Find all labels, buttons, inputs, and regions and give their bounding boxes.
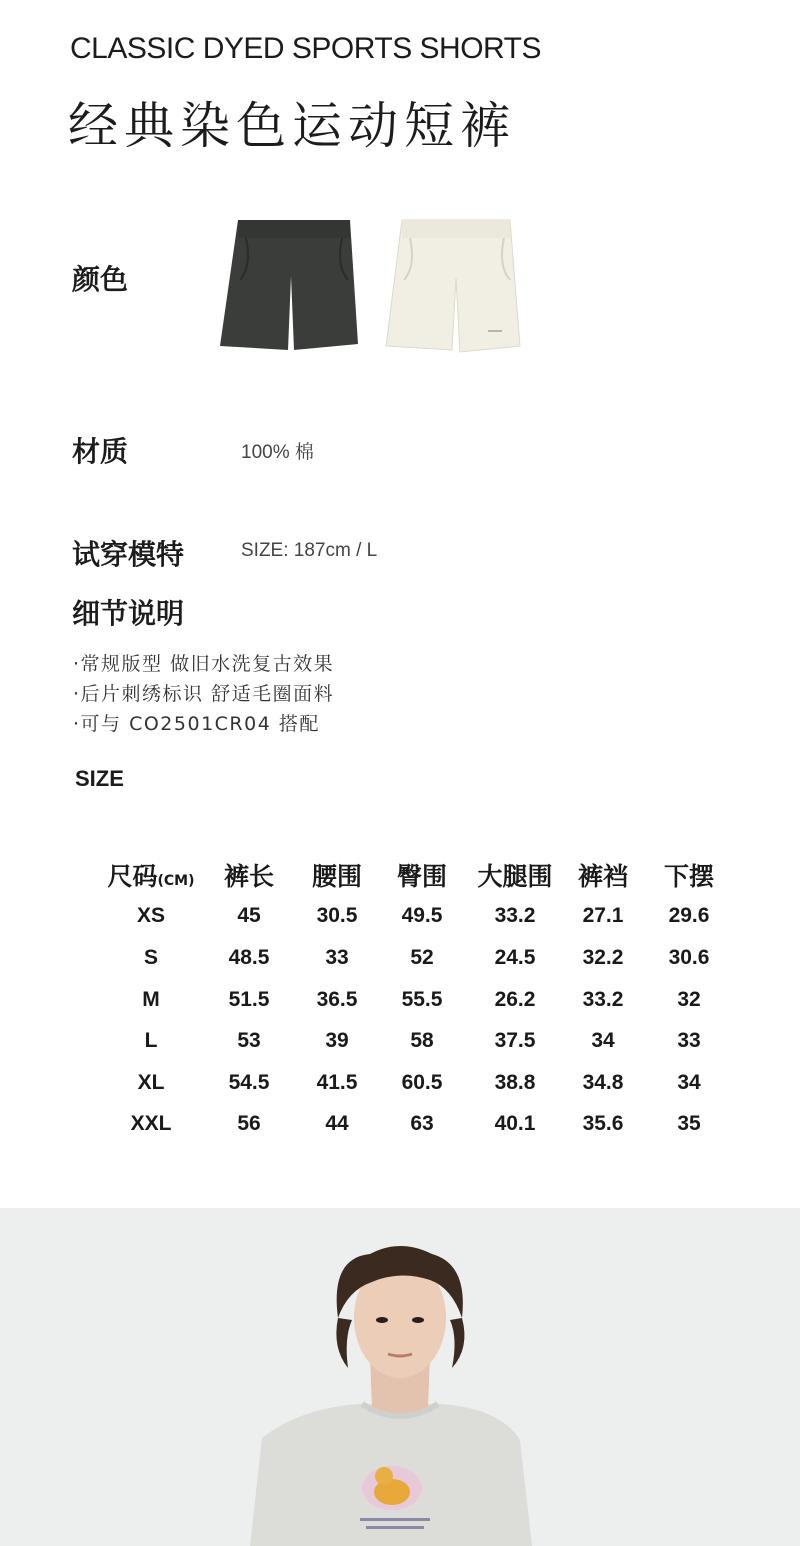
value-cell: 24.5 — [494, 945, 536, 969]
size-header — [96, 854, 206, 896]
value-cell: 37.5 — [494, 1029, 536, 1053]
value-cell: 49.5 — [401, 904, 443, 928]
value-cell: 38.8 — [494, 1070, 536, 1094]
size-cell: S — [143, 945, 158, 969]
details-label: 细节说明 — [72, 597, 185, 630]
value-cell: 35 — [677, 1112, 701, 1136]
model-value: SIZE: 187cm / L — [241, 540, 378, 561]
value-cell: 35.6 — [582, 1112, 624, 1136]
model-photo-illustration — [0, 1208, 800, 1546]
value-cell: 60.5 — [401, 1070, 443, 1094]
value-cell: 26.2 — [494, 987, 536, 1011]
value-cell: 36.5 — [316, 987, 358, 1011]
shorts-dark-swatch[interactable] — [216, 216, 366, 356]
column-header: 裤长 — [223, 861, 274, 891]
shorts-cream-shape — [386, 220, 520, 352]
value-cell: 32 — [677, 987, 701, 1011]
value-cell: 29.6 — [668, 904, 710, 928]
value-cell: 58 — [410, 1029, 434, 1053]
size-cell: L — [144, 1029, 158, 1053]
details-list — [73, 649, 334, 739]
product-title-en: CLASSIC DYED SPORTS SHORTS — [70, 32, 542, 65]
shorts-dark-shape — [220, 220, 358, 350]
value-cell: 53 — [237, 1029, 261, 1053]
value-cell: 34 — [591, 1029, 615, 1053]
detail-item: ·后片刺绣标识 舒适毛圈面料 — [73, 683, 335, 705]
table-row — [96, 1104, 740, 1146]
table-row — [96, 1062, 740, 1104]
value-cell: 41.5 — [316, 1070, 358, 1094]
size-header-unit: (CM) — [157, 872, 195, 889]
value-cell: 40.1 — [494, 1112, 536, 1136]
value-cell: 34 — [677, 1070, 701, 1094]
value-cell: 30.5 — [316, 904, 358, 928]
value-cell: 33 — [325, 945, 349, 969]
value-cell: 55.5 — [401, 987, 443, 1011]
column-header: 臀围 — [396, 861, 447, 891]
size-section-label: SIZE — [75, 766, 124, 791]
color-label: 颜色 — [72, 263, 129, 296]
value-cell: 54.5 — [228, 1070, 270, 1094]
column-header: 下摆 — [663, 861, 714, 891]
size-table — [96, 854, 740, 1145]
product-title-cn: 经典染色运动短裤 — [68, 97, 516, 155]
size-cell: XS — [136, 904, 165, 928]
value-cell: 32.2 — [582, 945, 624, 969]
value-cell: 56 — [237, 1112, 261, 1136]
value-cell: 63 — [410, 1112, 434, 1136]
value-cell: 33 — [677, 1029, 701, 1053]
value-cell: 45 — [237, 904, 261, 928]
value-cell: 27.1 — [582, 904, 624, 928]
column-header: 腰围 — [311, 861, 362, 891]
value-cell: 51.5 — [228, 987, 270, 1011]
value-cell: 52 — [410, 945, 434, 969]
value-cell: 44 — [325, 1112, 349, 1136]
table-row — [96, 1020, 740, 1062]
material-label: 材质 — [72, 435, 129, 468]
table-row — [96, 979, 740, 1021]
table-row — [96, 896, 740, 938]
value-cell: 33.2 — [582, 987, 624, 1011]
value-cell: 48.5 — [228, 945, 270, 969]
table-row — [96, 937, 740, 979]
size-cell: XXL — [130, 1112, 172, 1136]
column-header: 大腿围 — [477, 861, 553, 891]
value-cell: 33.2 — [494, 904, 536, 928]
value-cell: 30.6 — [668, 945, 710, 969]
size-cell: M — [142, 987, 160, 1011]
size-table-header — [96, 854, 740, 896]
model-label: 试穿模特 — [72, 538, 185, 571]
material-value: 100% 棉 — [241, 442, 314, 463]
column-header: 裤裆 — [577, 861, 628, 891]
shorts-cream-swatch[interactable] — [384, 216, 534, 356]
model-photo — [0, 1208, 800, 1546]
detail-item: ·常规版型 做旧水洗复古效果 — [73, 653, 335, 675]
value-cell: 34.8 — [582, 1070, 624, 1094]
size-cell: XL — [137, 1070, 165, 1094]
size-header-label: 尺码 — [107, 861, 158, 891]
detail-item: ·可与 CO2501CR04 搭配 — [73, 713, 320, 735]
value-cell: 39 — [325, 1029, 349, 1053]
